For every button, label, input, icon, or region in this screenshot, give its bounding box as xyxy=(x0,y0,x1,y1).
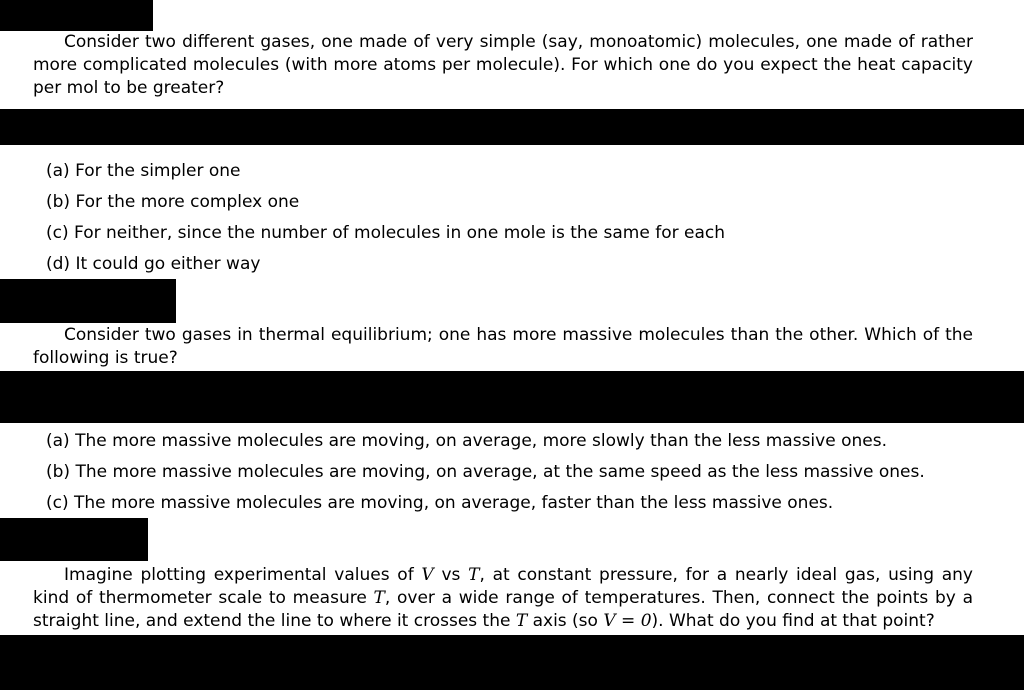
question-2-choice-c: (c) The more massive molecules are moving, on average, faster than the less massive ones. xyxy=(46,493,834,513)
question-3-text-part: Imagine plotting experimental values of xyxy=(64,565,422,585)
question-3-text-part: vs xyxy=(433,565,469,585)
question-2-choice-a: (a) The more massive molecules are moving, on average, more slowly than the less massive ones. xyxy=(46,431,887,451)
redaction-bar-q2-label xyxy=(0,279,176,323)
redaction-bar-q1-answer xyxy=(0,109,1024,145)
question-1-choice-c: (c) For neither, since the number of molecules in one mole is the same for each xyxy=(46,223,725,243)
variable-t: T xyxy=(468,565,480,585)
question-3-text xyxy=(33,564,973,633)
question-1-choice-d: (d) It could go either way xyxy=(46,254,261,274)
variable-t: T xyxy=(373,588,385,608)
equation-v-equals-zero: V = 0 xyxy=(603,611,652,631)
redaction-bar-q2-answer xyxy=(0,371,1024,423)
redaction-bar-top-label xyxy=(0,0,153,31)
question-2-text: Consider two gases in thermal equilibrium; one has more massive molecules than the other. Which of the following is true? xyxy=(33,325,973,368)
question-3-text-part: , over a wide range of temperatures. Then, connect the points by a straight line, and extend the line to where it crosses the xyxy=(33,588,973,631)
question-3-text-part: axis (so xyxy=(527,611,604,631)
redaction-bar-q3-answer xyxy=(0,635,1024,690)
question-1-choice-b: (b) For the more complex one xyxy=(46,192,300,212)
variable-v: V xyxy=(421,565,434,585)
redaction-bar-q3-label xyxy=(0,518,148,561)
question-2-choice-b: (b) The more massive molecules are moving, on average, at the same speed as the less massive ones. xyxy=(46,462,925,482)
question-1-text: Consider two different gases, one made of very simple (say, monoatomic) molecules, one made of rather more complicated molecules (with more atoms per molecule). For which one do you expect the heat capacity per mol to be greater? xyxy=(33,32,973,98)
variable-t: T xyxy=(515,611,528,631)
question-3-text-part: , at constant pressure, for a nearly ideal gas, using any kind of thermometer scale to measure xyxy=(33,565,973,608)
question-1-choice-a: (a) For the simpler one xyxy=(46,161,241,181)
question-3-text-part: ). What do you find at that point? xyxy=(651,611,935,631)
